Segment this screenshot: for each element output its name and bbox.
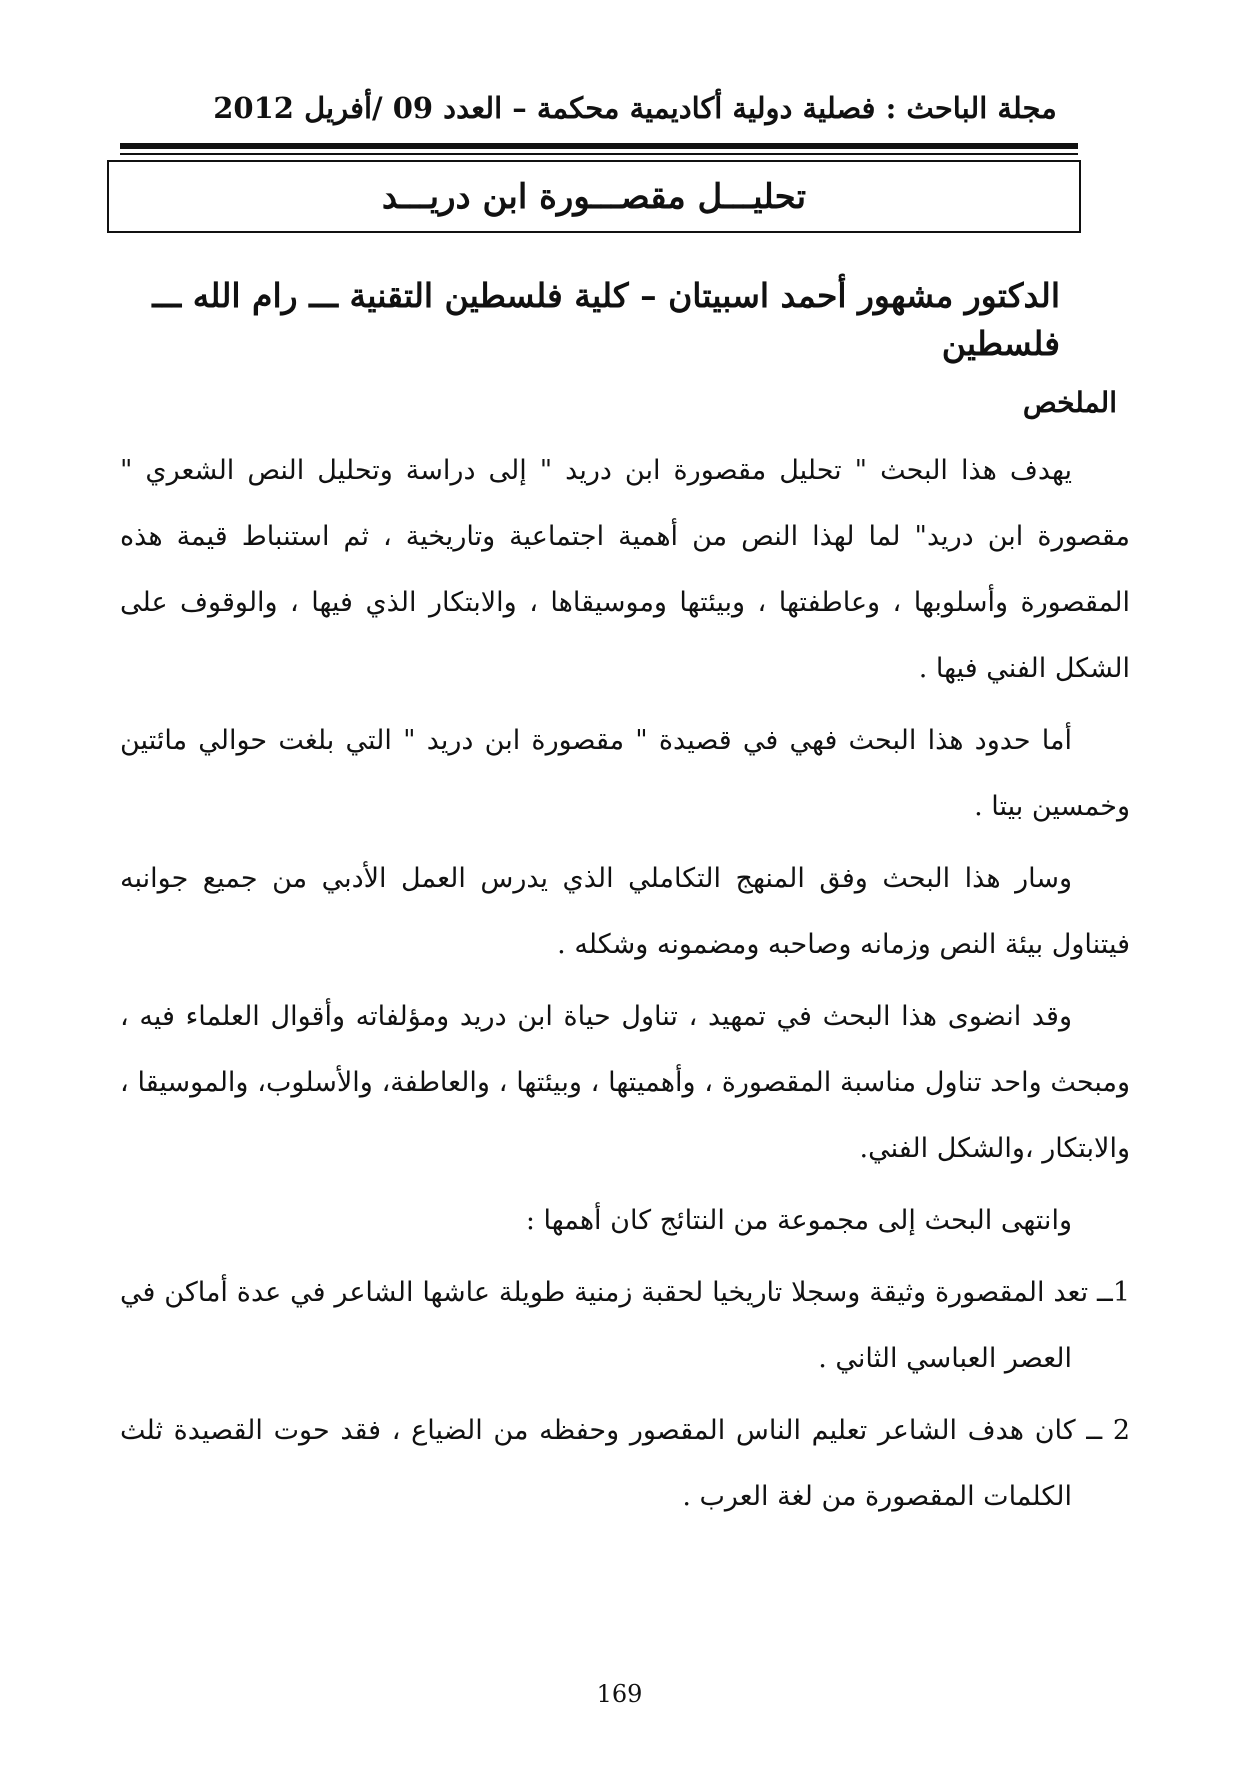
- abstract-heading: الملخص: [1022, 386, 1117, 419]
- header-rule-thick: [120, 143, 1078, 149]
- abstract-paragraph: أما حدود هذا البحث فهي في قصيدة " مقصورة ابن دريد " التي بلغت حوالي مائتين وخمسين بيتا .: [120, 725, 1130, 822]
- abstract-paragraph: وسار هذا البحث وفق المنهج التكاملي الذي يدرس العمل الأدبي من جميع جوانبه فيتناول بيئة النص وزمانه وصاحبه ومضمونه وشكله .: [120, 863, 1130, 960]
- abstract-paragraph: يهدف هذا البحث " تحليل مقصورة ابن دريد " إلى دراسة وتحليل النص الشعري " مقصورة ابن دريد" لما لهذا النص من أهمية اجتماعية وتاريخية ، ثم استنباط قيمة هذه المقصورة وأسلوبها ، وعاطفتها ، وبيئتها وموسيقاها ، والابتكار الذي فيها ، والوقوف على الشكل الفني فيها .: [120, 455, 1130, 684]
- author-line: الدكتور مشهور أحمد اسبيتان – كلية فلسطين التقنية ـــ رام الله ـــ فلسطين: [152, 276, 1060, 363]
- result-item: 2 ــ كان هدف الشاعر تعليم الناس المقصور وحفظه من الضياع ، فقد حوت القصيدة ثلث الكلمات المقصورة من لغة العرب .: [120, 1415, 1130, 1512]
- page-number: 169: [596, 1680, 643, 1708]
- journal-header: مجلة الباحث : فصلية دولية أكاديمية محكمة – العدد 09 /أفريل 2012: [213, 91, 1057, 125]
- abstract-body: [120, 438, 1130, 1536]
- abstract-paragraph: وقد انضوى هذا البحث في تمهيد ، تناول حياة ابن دريد ومؤلفاته وأقوال العلماء فيه ، ومبحث واحد تناول مناسبة المقصورة ، وأهميتها ، وبيئتها ، والعاطفة، والأسلوب، والموسيقا ، والابتكار ،والشكل الفني.: [120, 1001, 1130, 1164]
- header-rule-thin: [120, 153, 1078, 155]
- article-title-box: [107, 160, 1081, 233]
- article-title: تحليـــل مقصـــورة ابن دريـــد: [381, 176, 807, 217]
- result-item: 1ــ تعد المقصورة وثيقة وسجلا تاريخيا لحقبة زمنية طويلة عاشها الشاعر في عدة أماكن في العصر العباسي الثاني .: [120, 1277, 1130, 1374]
- abstract-paragraph: وانتهى البحث إلى مجموعة من النتائج كان أهمها :: [525, 1205, 1072, 1236]
